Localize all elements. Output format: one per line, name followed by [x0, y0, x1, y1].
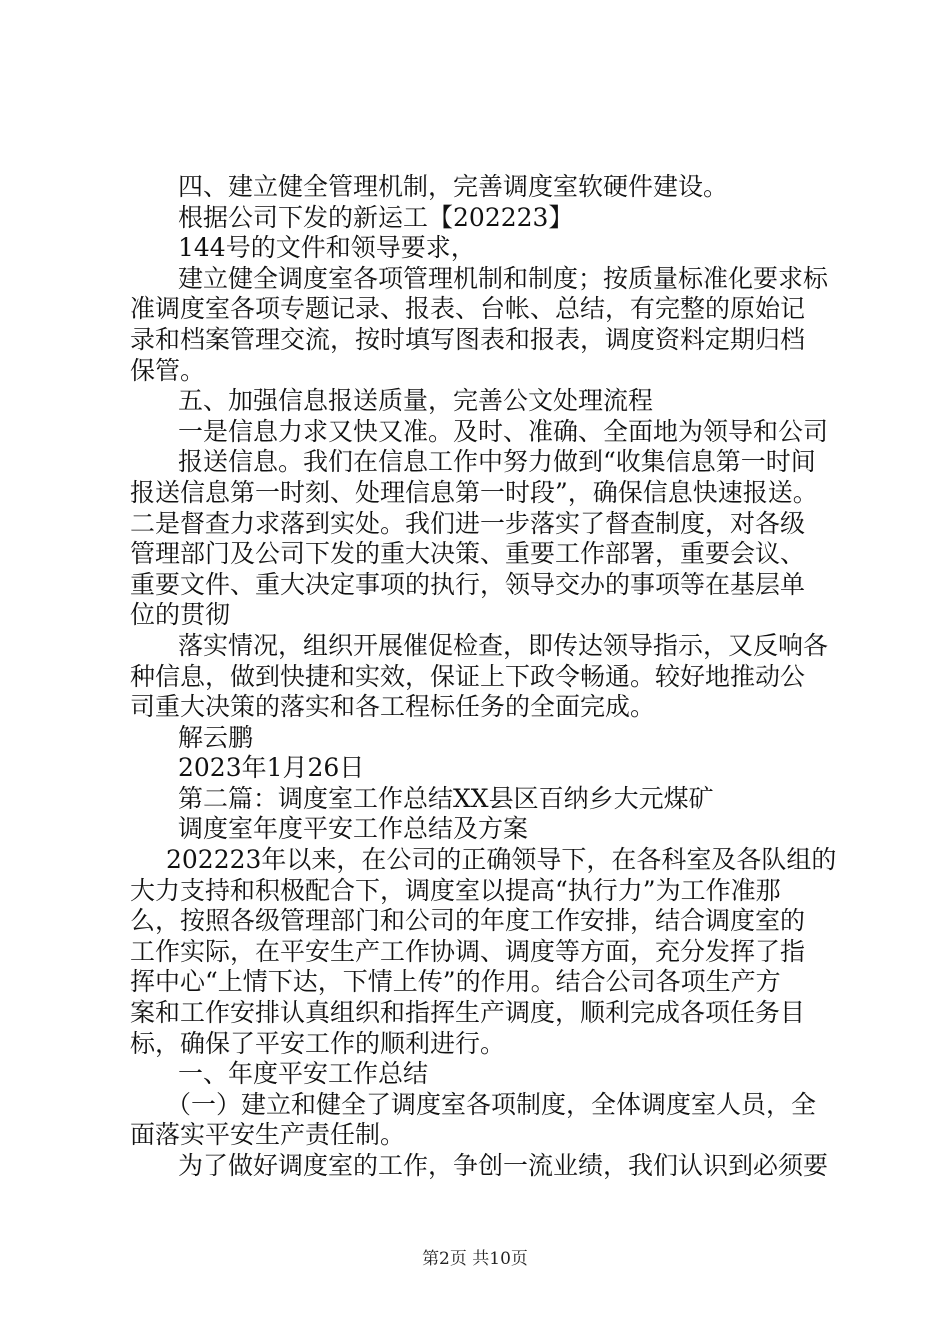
paragraph-line: 种信息，做到快捷和实效，保证上下政令畅通。较好地推动公 — [130, 661, 806, 691]
paragraph-line: 司重大决策的落实和各工程标任务的全面完成。 — [130, 692, 656, 722]
paragraph-line: 一是信息力求又快又准。及时、准确、全面地为领导和公司 — [178, 416, 829, 446]
paragraph-line: 落实情况，组织开展催促检查，即传达领导指示，又反响各 — [178, 630, 829, 660]
paragraph-line: 准调度室各项专题记录、报表、台帐、总结，有完整的原始记 — [130, 294, 806, 324]
paragraph-line: 大力支持和积极配合下，调度室以提高“执行力”为工作准那 — [130, 875, 781, 905]
paragraph-line: 根据公司下发的新运工【202223】 — [178, 202, 574, 232]
paragraph-line: 五、加强信息报送质量，完善公文处理流程 — [178, 386, 654, 416]
paragraph-line: 么，按照各级管理部门和公司的年度工作安排，结合调度室的 — [130, 906, 806, 936]
paragraph-line: 报送信息第一时刻、处理信息第一时段”，确保信息快速报送。 — [130, 477, 818, 507]
paragraph-line: 面落实平安生产责任制。 — [130, 1120, 406, 1150]
paragraph-line: 202223年以来，在公司的正确领导下，在各科室及各队组的 — [166, 845, 837, 875]
page-footer: 第2页 共10页 — [422, 1249, 528, 1269]
paragraph-line: 案和工作安排认真组织和指挥生产调度，顺利完成各项任务目 — [130, 998, 806, 1028]
document-body — [130, 172, 845, 1182]
paragraph-line: 一、年度平安工作总结 — [178, 1059, 429, 1089]
paragraph-line: 位的贯彻 — [130, 600, 231, 630]
paragraph-line: 重要文件、重大决定事项的执行，领导交办的事项等在基层单 — [130, 569, 806, 599]
paragraph-line: 保管。 — [130, 355, 206, 385]
paragraph-line: 录和档案管理交流，按时填写图表和报表，调度资料定期归档 — [130, 324, 806, 354]
paragraph-line: 报送信息。我们在信息工作中努力做到“收集信息第一时间 — [178, 447, 816, 477]
paragraph-line: 管理部门及公司下发的重大决策、重要工作部署，重要会议、 — [130, 539, 806, 569]
paragraph-line: 四、建立健全管理机制，完善调度室软硬件建设。 — [178, 172, 729, 201]
paragraph-line: 挥中心“上情下达，下情上传”的作用。结合公司各项生产方 — [130, 967, 781, 997]
paragraph-line: 建立健全调度室各项管理机制和制度；按质量标准化要求标 — [178, 263, 829, 293]
paragraph-line: 解云鹏 — [178, 722, 254, 752]
paragraph-line: 第二篇：调度室工作总结XX县区百纳乡大元煤矿 — [178, 783, 714, 813]
paragraph-line: 二是督查力求落到实处。我们进一步落实了督查制度，对各级 — [130, 508, 806, 538]
paragraph-line: （一）建立和健全了调度室各项制度，全体调度室人员，全 — [166, 1089, 817, 1119]
paragraph-line: 工作实际，在平安生产工作协调、调度等方面，充分发挥了指 — [130, 936, 806, 966]
paragraph-line: 2023年1月26日 — [178, 753, 365, 783]
paragraph-line: 标，确保了平安工作的顺利进行。 — [130, 1028, 506, 1058]
paragraph-line: 144号的文件和领导要求， — [178, 233, 476, 263]
paragraph-line: 为了做好调度室的工作，争创一流业绩，我们认识到必须要 — [178, 1151, 829, 1180]
paragraph-line: 调度室年度平安工作总结及方案 — [178, 814, 529, 844]
